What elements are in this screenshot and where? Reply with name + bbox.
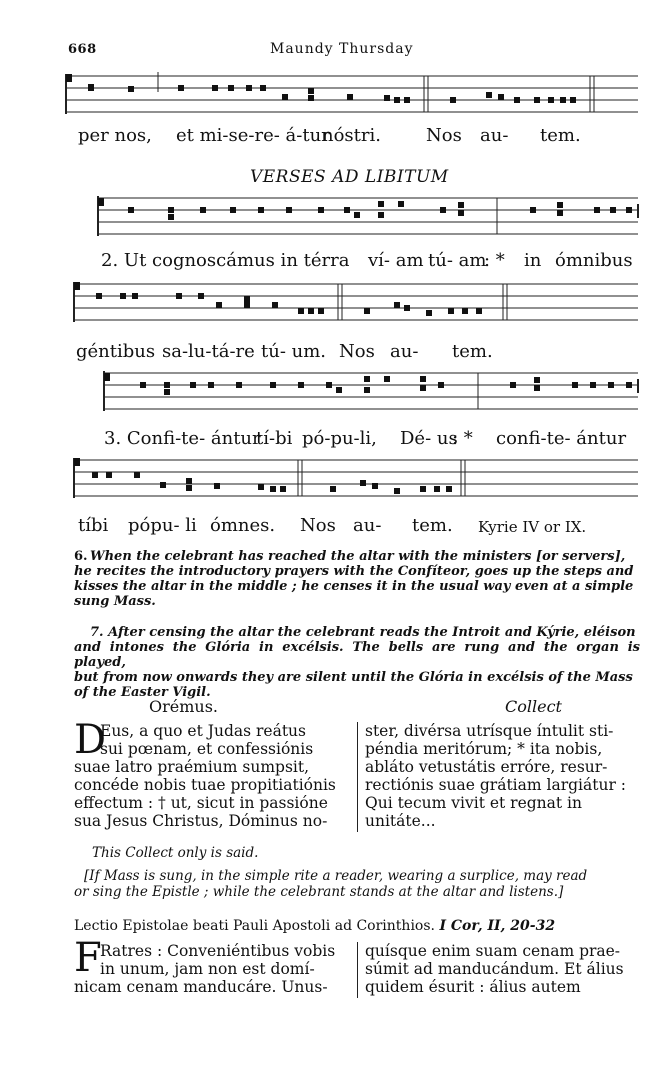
lyric-syllables: tíbi [78,515,109,536]
lyric-syllables: ví- am [368,250,424,271]
lyric-syllables: tem. [452,341,493,362]
rubric-line: sung Mass. [74,594,156,609]
lyric-syllables: ómnes. [210,515,276,536]
collect-line: sui pœnam, et confessiónis [100,740,314,758]
lyrics-line-2 [101,250,638,272]
lyric-syllables: et mi-se-re- á-tur [176,125,330,146]
collect-line: effectum : † ut, sicut in passióne [74,794,328,812]
lyric-syllables: Nos [426,125,462,146]
rubric-line: but from now onwards they are silent until the Glória in excélsis of the Mass [74,670,633,685]
collect-line: ster, divérsa utrísque íntulit sti- [365,722,614,740]
lyric-syllables: 3. Confi-te- ántur [104,428,261,449]
epistle-line: súmit ad manducándum. Et álius [365,960,624,978]
column-divider [357,942,358,998]
epistle-line: nicam cenam manducáre. Unus- [74,978,328,996]
epistle-line: quidem ésurit : álius autem [365,978,581,996]
lyric-syllables: géntibus [76,341,156,362]
lyric-syllables: pó-pu-li, [302,428,377,449]
lyric-syllables: tú- am [428,250,487,271]
oremus-heading: Orémus. [149,697,219,716]
lyric-syllables: tí-bi [256,428,293,449]
rubric-line: When the celebrant has reached the altar with the ministers [or servers], [90,549,626,564]
lectio-title: Lectio Epistolae beati Pauli Apostoli ad Corinthios. [74,918,435,934]
rubric-7 [74,625,640,700]
lectio-reference: I Cor, II, 20-32 [439,918,556,934]
lyric-syllables: tem. [412,515,453,536]
dropcap-d: D [74,717,107,763]
lyric-syllables: tú- um. [261,341,327,362]
epistle-rubric-line: [If Mass is sung, in the simple rite a reader, wearing a surplice, may read [84,868,588,884]
rubric-number: 6. [74,549,88,564]
rubric-line: of the Easter Vigil. [74,685,211,700]
collect-line: sua Jesus Christus, Dóminus no- [74,812,328,830]
chant-staff-2 [0,190,663,246]
collect-line: concéde nobis tuae propitiatiónis [74,776,336,794]
section-title: VERSES AD LIBITUM [250,167,449,187]
collect-left-column [74,717,350,830]
rubric-6 [74,549,640,609]
column-divider [357,722,358,832]
rubric-line: and intones the Glória in excélsis. The bells are rung and the organ is played, [74,640,640,670]
lyric-syllables: Dé- us [400,428,458,449]
lyric-syllables: ómnibus [555,250,633,271]
collect-right-column [365,722,639,830]
lyric-syllables: au- [353,515,382,536]
epistle-left-column [74,942,350,996]
chant-staff-5 [0,452,663,514]
lyrics-line-3 [76,341,636,363]
lyric-syllables: : * [452,428,473,449]
dropcap-f: F [74,935,102,981]
kyrie-reference: Kyrie IV or IX. [478,518,587,536]
lyric-syllables: nóstri. [322,125,381,146]
chant-staff-1 [0,68,663,124]
epistle-line: quísque enim suam cenam prae- [365,942,621,960]
collect-line: rectiónis suae grátiam largiátur : [365,776,627,794]
epistle-line: in unum, jam non est domí- [100,960,315,978]
lyric-syllables: confi-te- ántur [496,428,627,449]
chant-staff-4 [0,365,663,421]
epistle-rubric-line: or sing the Epistle ; while the celebrant stands at the altar and listens.] [74,884,564,900]
page-number: 668 [68,42,97,57]
lyric-syllables: in [524,250,542,271]
collect-line: suae latro praémium sumpsit, [74,758,310,776]
lyrics-line-4 [104,428,638,450]
rubric-line: kisses the altar in the middle ; he censes it in the usual way even at a simple [74,579,634,594]
rubric-line: he recites the introductory prayers with the Confíteor, goes up the steps and [74,564,634,579]
lectio-heading [74,918,555,934]
collect-line: Qui tecum vivit et regnat in [365,794,582,812]
collect-line: Eus, a quo et Judas reátus [100,722,306,740]
lyric-syllables: 2. Ut cognoscámus in térra [101,250,350,271]
lyric-syllables: Nos [339,341,375,362]
chant-staff-3 [0,276,663,336]
lyric-syllables: pópu- li [128,515,197,536]
lyric-syllables: per nos, [78,125,152,146]
running-title: Maundy Thursday [270,41,414,57]
collect-line: unitáte... [365,812,436,830]
lyrics-line-1 [78,125,638,147]
lyric-syllables: au- [390,341,419,362]
lyric-syllables: sa-lu-tá-re [162,341,255,362]
collect-line: abláto vetustátis erróre, resur- [365,758,608,776]
collect-heading: Collect [505,697,562,716]
epistle-line: Ratres : Conveniéntibus vobis [100,942,336,960]
rubric-line: 7. After censing the altar the celebrant reads the Introit and Kýrie, eléison [90,625,636,640]
lyric-syllables: tem. [540,125,581,146]
lyric-syllables: Nos [300,515,336,536]
lyrics-line-5 [78,515,638,537]
lyric-syllables: au- [480,125,509,146]
collect-note: This Collect only is said. [92,845,259,861]
lyric-syllables: : * [484,250,505,271]
epistle-right-column [365,942,639,996]
collect-line: péndia meritórum; * ita nobis, [365,740,603,758]
